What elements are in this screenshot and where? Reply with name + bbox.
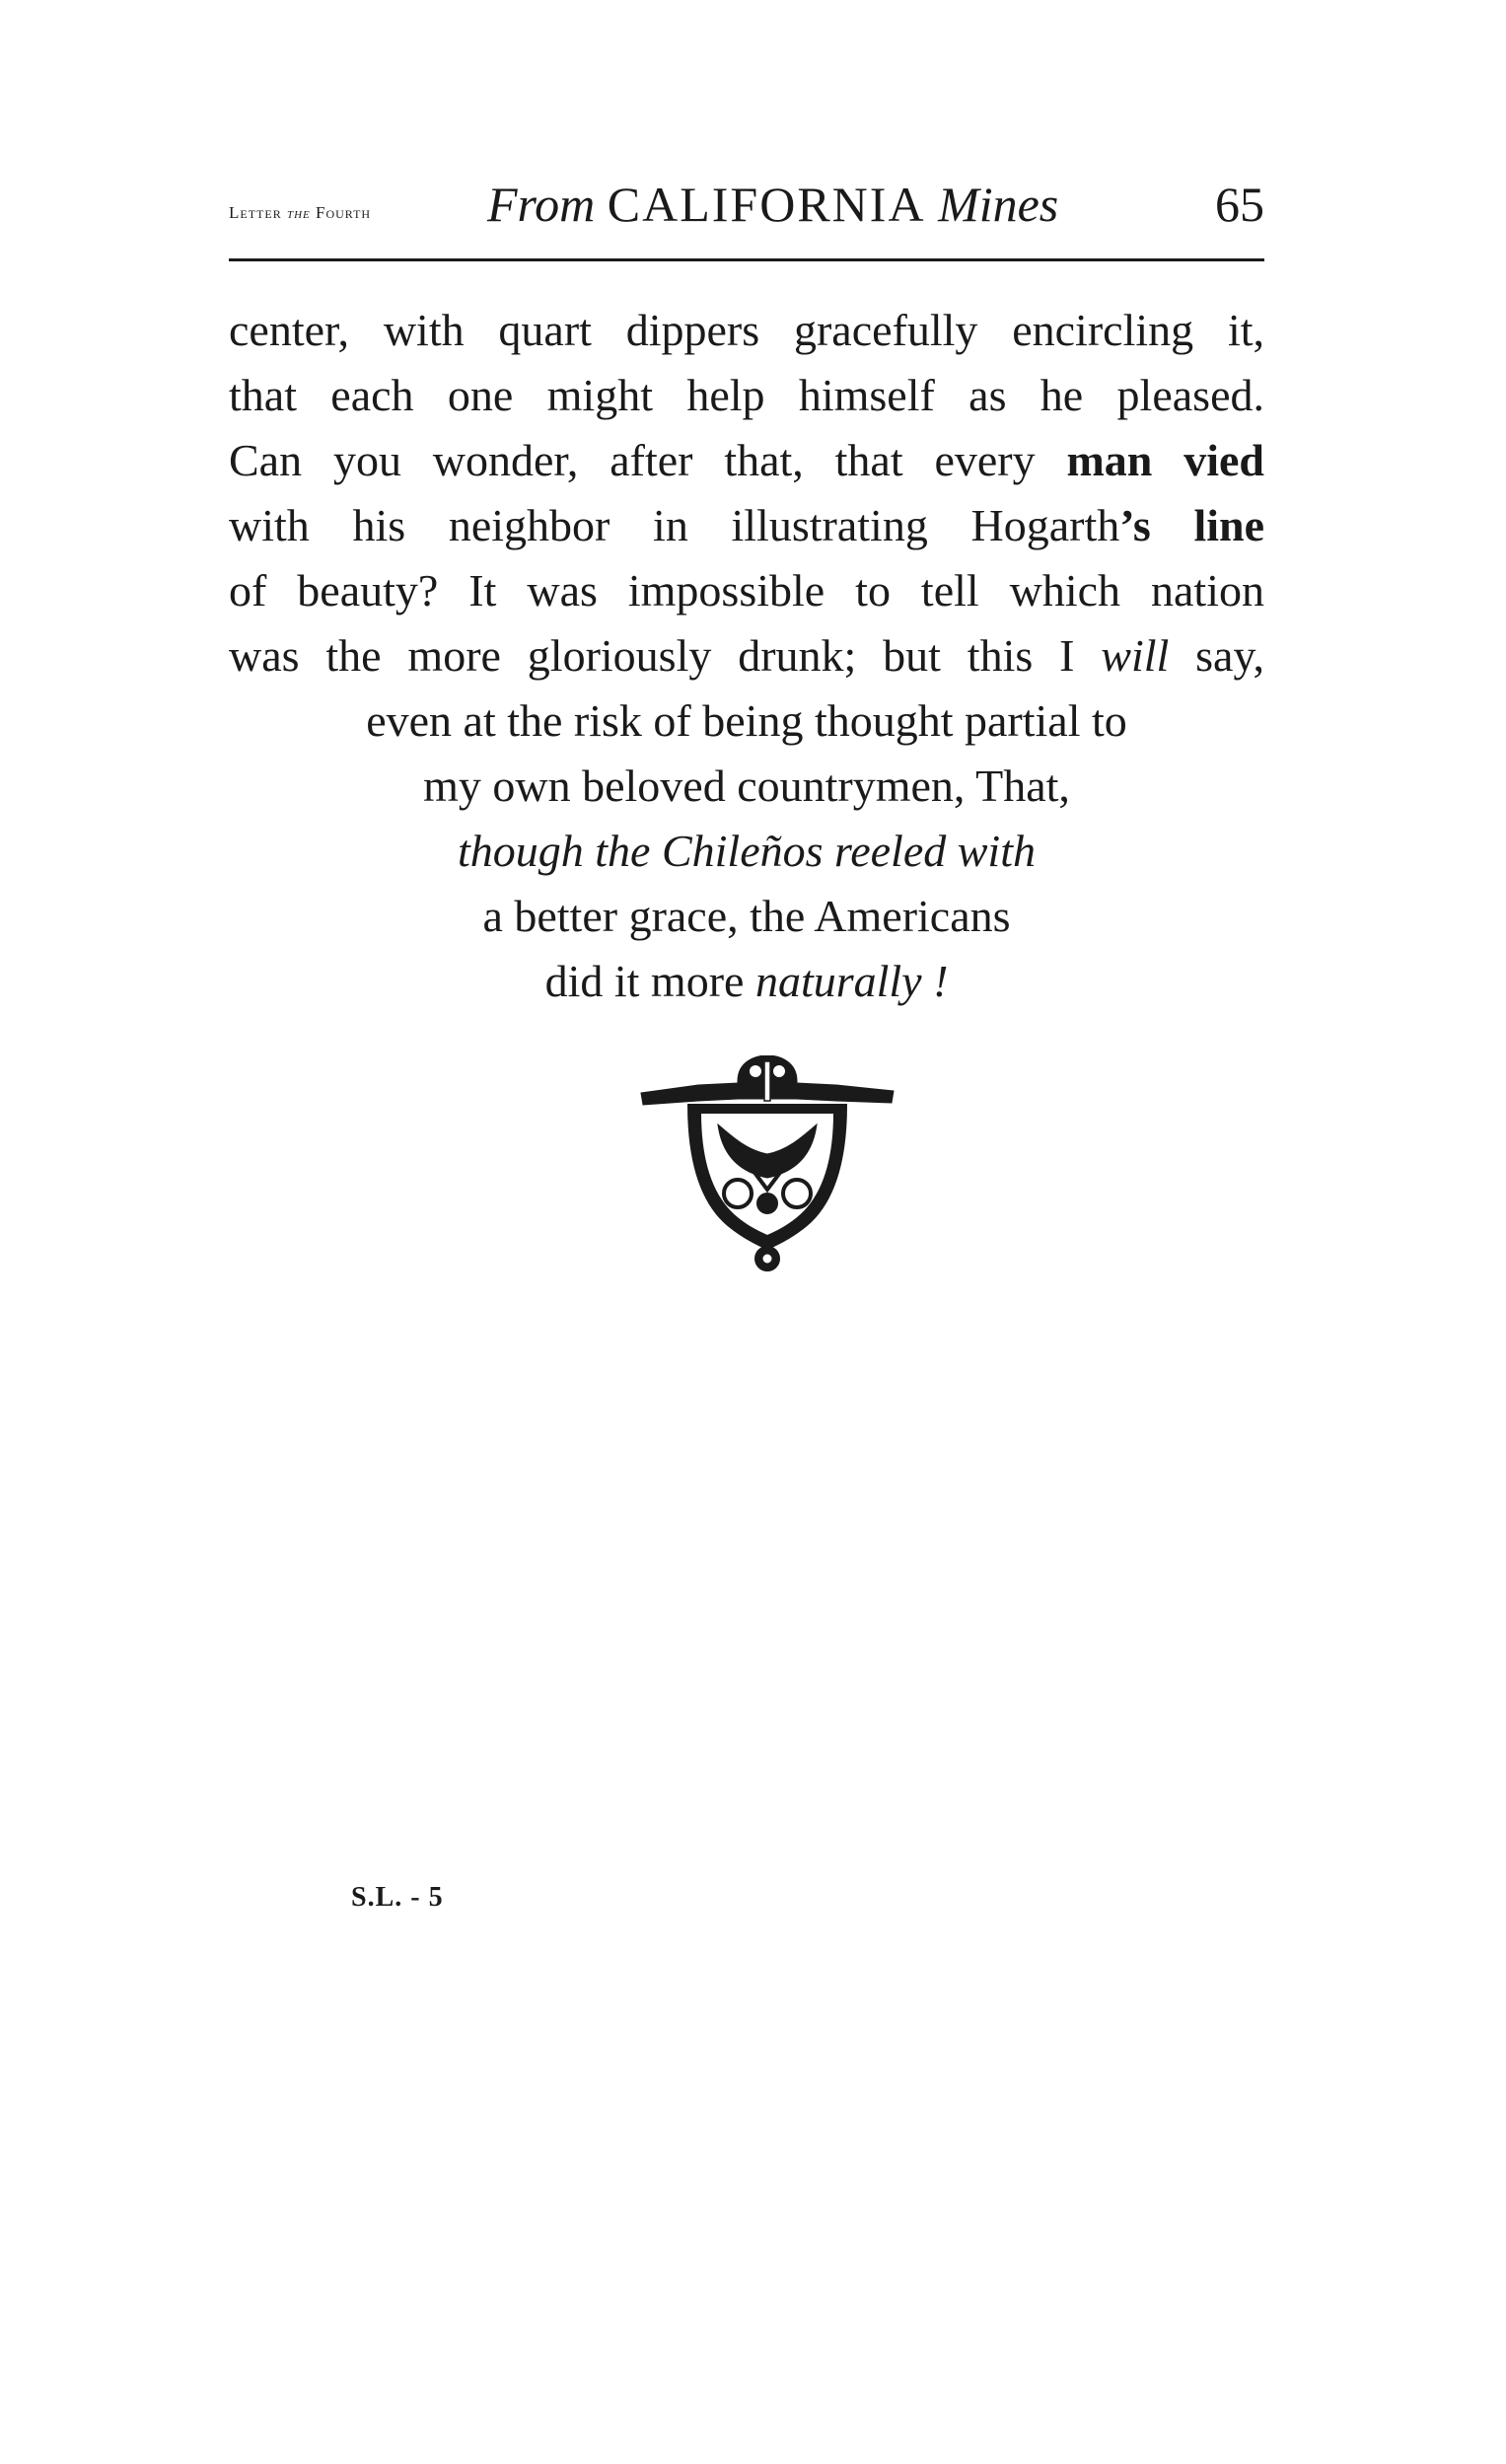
running-header [229, 170, 1264, 239]
fourth-word: Fourth [316, 203, 372, 222]
body-text [229, 298, 1264, 1014]
text-line: my own beloved countrymen, That, [423, 761, 1070, 811]
header-rule [229, 258, 1264, 261]
text-run: Can you wonder, after that, that every [229, 435, 1067, 485]
letter-word: Letter [229, 203, 282, 222]
text-line [229, 493, 1264, 558]
text-run: was the more gloriously drunk; but this I [229, 630, 1102, 681]
bold-run: ’s line [1119, 500, 1265, 550]
title-from: From [487, 177, 596, 232]
text-line [229, 623, 1264, 688]
text-line: center, with quart dippers gracefully encircling it, [229, 305, 1264, 355]
text-line: even at the risk of being thought partial to [366, 695, 1127, 746]
text-run: with his neighbor in illustrating Hogarth [229, 500, 1120, 550]
title-california: CALIFORNIA [607, 177, 926, 232]
text-line [229, 428, 1264, 493]
italic-run: will [1101, 630, 1170, 681]
the-word: the [286, 205, 311, 222]
letter-label [229, 203, 371, 223]
text-line: that each one might help himself as he pleased. [229, 370, 1264, 420]
italic-run: naturally ! [754, 956, 949, 1006]
text-line: a better grace, the Americans [482, 891, 1011, 941]
tailpiece-ornament-icon [639, 1055, 896, 1272]
text-run: say, [1169, 630, 1264, 681]
page-number: 65 [1215, 177, 1264, 232]
title-mines: Mines [938, 177, 1059, 232]
text-line: though the Chileños reeled with [457, 826, 1036, 876]
text-line: of beauty? It was impossible to tell which nation [229, 565, 1264, 616]
text-run: did it more [544, 956, 755, 1006]
text-line [229, 949, 1264, 1014]
running-title [487, 170, 1058, 239]
signature-mark: S.L. - 5 [351, 1882, 444, 1913]
bold-run: man vied [1066, 435, 1264, 485]
